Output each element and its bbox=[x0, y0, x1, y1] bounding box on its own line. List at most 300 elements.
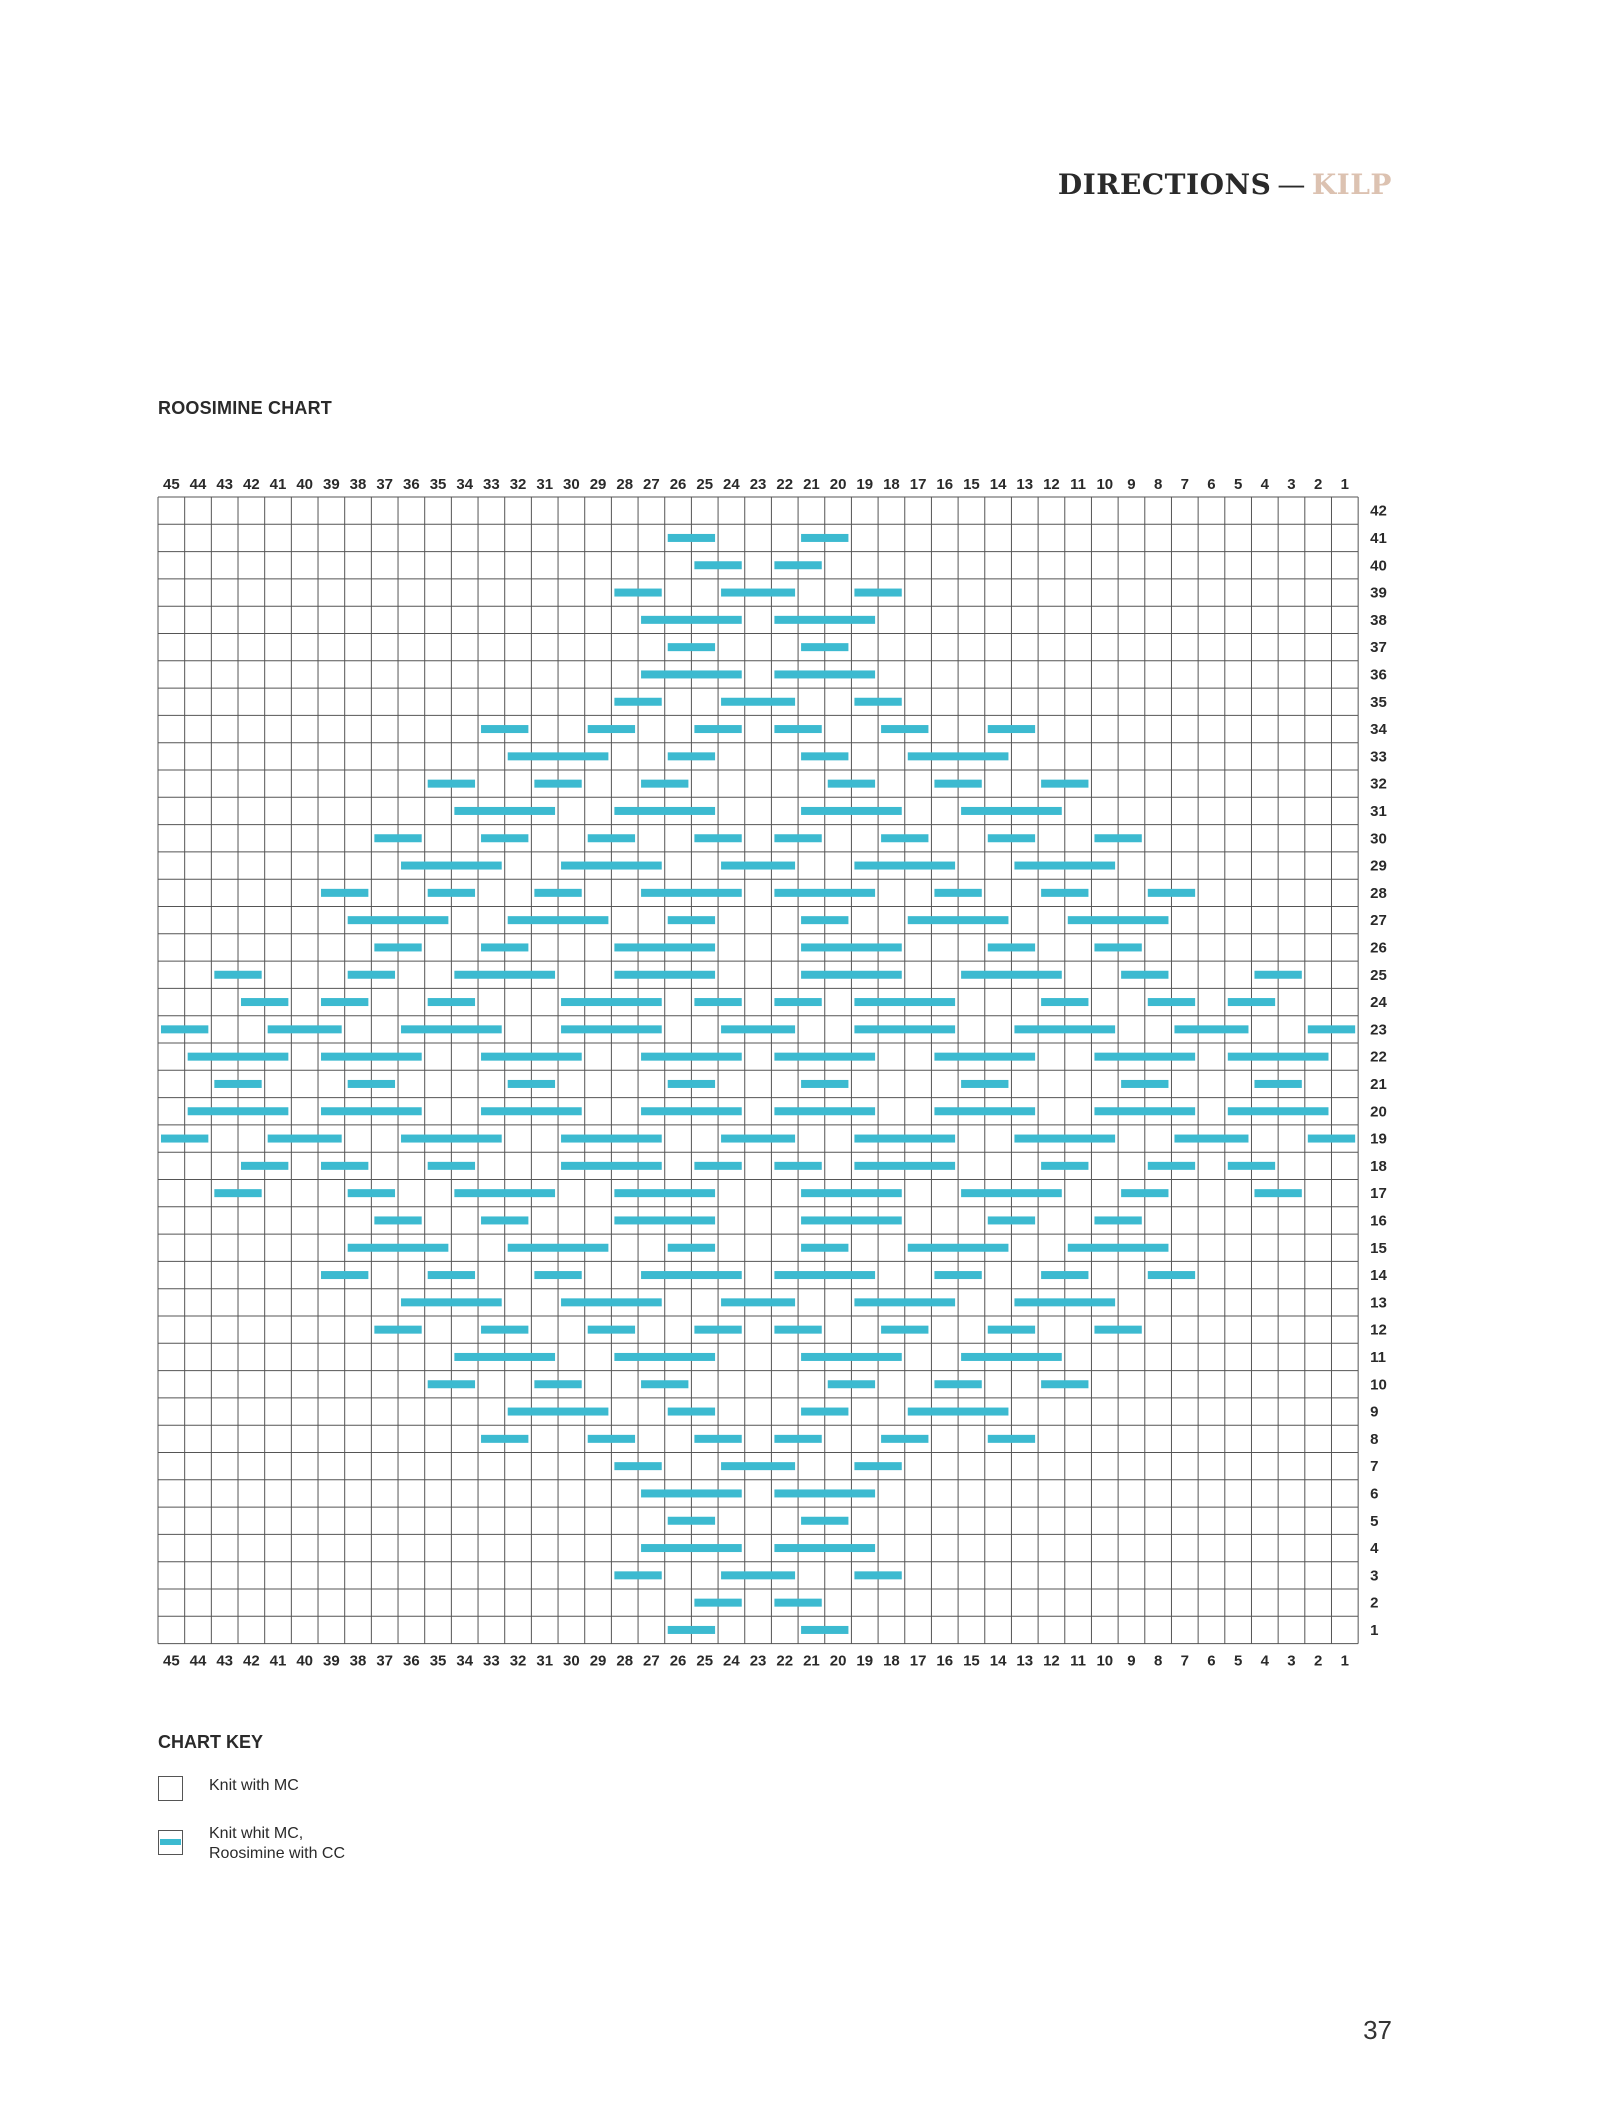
column-label-bottom: 43 bbox=[216, 1652, 234, 1670]
column-label-top: 41 bbox=[269, 476, 287, 493]
stitch-mark bbox=[428, 889, 475, 897]
row-label: 25 bbox=[1370, 966, 1387, 984]
stitch-mark bbox=[1014, 1298, 1115, 1306]
stitch-mark bbox=[854, 698, 901, 706]
stitch-mark bbox=[1148, 1162, 1195, 1170]
column-label-top: 24 bbox=[723, 476, 740, 493]
column-label-bottom: 27 bbox=[643, 1652, 660, 1670]
column-label-bottom: 1 bbox=[1340, 1652, 1349, 1670]
stitch-mark bbox=[374, 1216, 421, 1224]
row-label: 4 bbox=[1370, 1540, 1379, 1558]
column-label-top: 26 bbox=[669, 476, 687, 493]
column-label-top: 39 bbox=[323, 476, 340, 493]
stitch-mark bbox=[854, 1462, 901, 1470]
stitch-mark bbox=[641, 1380, 688, 1388]
column-label-top: 44 bbox=[189, 476, 207, 493]
column-label-top: 34 bbox=[456, 476, 474, 493]
section-subtitle: KILP bbox=[1311, 168, 1392, 201]
stitch-mark bbox=[694, 1599, 741, 1607]
column-label-top: 29 bbox=[589, 476, 607, 493]
stitch-mark bbox=[1148, 998, 1195, 1006]
stitch-mark bbox=[508, 1080, 555, 1088]
column-label-bottom: 33 bbox=[483, 1652, 500, 1670]
stitch-mark bbox=[721, 1462, 795, 1470]
stitch-mark bbox=[241, 1162, 288, 1170]
column-label-bottom: 42 bbox=[243, 1652, 260, 1670]
stitch-mark bbox=[801, 807, 902, 815]
column-label-bottom: 44 bbox=[189, 1652, 207, 1670]
stitch-mark bbox=[961, 807, 1062, 815]
column-label-top: 14 bbox=[989, 476, 1007, 493]
stitch-mark bbox=[694, 1162, 741, 1170]
stitch-mark bbox=[401, 1135, 502, 1143]
stitch-mark bbox=[508, 1244, 609, 1252]
column-label-top: 36 bbox=[403, 476, 420, 493]
column-label-bottom: 6 bbox=[1207, 1652, 1216, 1670]
stitch-mark bbox=[1121, 1080, 1168, 1088]
stitch-mark bbox=[614, 1216, 715, 1224]
stitch-mark bbox=[454, 971, 555, 979]
column-label-top: 31 bbox=[536, 476, 554, 493]
stitch-mark bbox=[214, 971, 261, 979]
stitch-mark bbox=[481, 1107, 582, 1115]
stitch-mark bbox=[1254, 971, 1301, 979]
stitch-mark bbox=[881, 1435, 928, 1443]
stitch-mark bbox=[641, 670, 742, 678]
stitch-mark bbox=[241, 998, 288, 1006]
column-label-bottom: 29 bbox=[589, 1652, 607, 1670]
column-label-bottom: 12 bbox=[1043, 1652, 1060, 1670]
stitch-mark bbox=[1094, 1053, 1195, 1061]
column-label-bottom: 9 bbox=[1127, 1652, 1136, 1670]
stitch-mark bbox=[801, 943, 902, 951]
stitch-mark bbox=[588, 834, 635, 842]
column-label-top: 13 bbox=[1016, 476, 1034, 493]
stitch-mark bbox=[1228, 1053, 1329, 1061]
stitch-mark bbox=[774, 998, 821, 1006]
stitch-mark bbox=[1068, 916, 1169, 924]
row-label: 33 bbox=[1370, 748, 1387, 766]
row-label: 39 bbox=[1370, 584, 1387, 602]
stitch-mark bbox=[1228, 1107, 1329, 1115]
stitch-mark bbox=[348, 1244, 449, 1252]
stitch-mark bbox=[561, 1135, 662, 1143]
stitch-mark bbox=[908, 916, 1009, 924]
row-label: 42 bbox=[1370, 502, 1387, 520]
row-label: 8 bbox=[1370, 1430, 1379, 1448]
stitch-mark bbox=[961, 1353, 1062, 1361]
stitch-mark bbox=[854, 589, 901, 597]
key-label-line: Roosimine with CC bbox=[209, 1845, 346, 1862]
stitch-mark bbox=[614, 807, 715, 815]
column-label-top: 21 bbox=[803, 476, 820, 493]
column-label-bottom: 4 bbox=[1260, 1652, 1269, 1670]
row-label: 15 bbox=[1370, 1239, 1387, 1257]
column-label-bottom: 17 bbox=[909, 1652, 927, 1670]
row-label: 13 bbox=[1370, 1294, 1387, 1312]
column-label-bottom: 11 bbox=[1070, 1652, 1087, 1670]
stitch-mark bbox=[721, 1025, 795, 1033]
column-label-top: 1 bbox=[1340, 476, 1349, 493]
stitch-mark bbox=[481, 1053, 582, 1061]
stitch-mark bbox=[854, 1025, 955, 1033]
stitch-mark bbox=[694, 998, 741, 1006]
row-label: 14 bbox=[1370, 1267, 1387, 1285]
stitch-mark bbox=[1041, 1162, 1088, 1170]
column-label-top: 4 bbox=[1260, 476, 1269, 493]
stitch-mark bbox=[534, 1271, 581, 1279]
column-label-top: 22 bbox=[776, 476, 794, 493]
stitch-mark bbox=[1041, 889, 1088, 897]
key-item-roosimine-cc bbox=[158, 1824, 345, 1864]
column-label-top: 17 bbox=[909, 476, 927, 493]
stitch-mark bbox=[1014, 1025, 1115, 1033]
row-label: 6 bbox=[1370, 1485, 1379, 1503]
stitch-mark bbox=[588, 1435, 635, 1443]
stitch-mark bbox=[828, 1380, 875, 1388]
column-label-bottom: 13 bbox=[1016, 1652, 1034, 1670]
key-label bbox=[209, 1824, 345, 1864]
row-label: 16 bbox=[1370, 1212, 1387, 1230]
stitch-mark bbox=[828, 780, 875, 788]
section-header bbox=[1058, 168, 1392, 201]
stitch-mark bbox=[1094, 1216, 1141, 1224]
stitch-mark bbox=[321, 1107, 422, 1115]
stitch-mark bbox=[854, 862, 955, 870]
stitch-mark bbox=[1041, 1380, 1088, 1388]
row-label: 38 bbox=[1370, 611, 1387, 629]
stitch-mark bbox=[774, 1599, 821, 1607]
stitch-mark bbox=[801, 971, 902, 979]
column-label-bottom: 23 bbox=[749, 1652, 767, 1670]
stitch-mark bbox=[614, 698, 661, 706]
row-label: 35 bbox=[1370, 693, 1387, 711]
column-label-top: 7 bbox=[1180, 476, 1189, 493]
stitch-mark bbox=[908, 1408, 1009, 1416]
stitch-mark bbox=[188, 1053, 289, 1061]
stitch-mark bbox=[1094, 943, 1141, 951]
stitch-mark bbox=[774, 1053, 875, 1061]
stitch-mark bbox=[614, 589, 661, 597]
stitch-mark bbox=[668, 752, 715, 760]
stitch-mark bbox=[588, 725, 635, 733]
column-label-top: 33 bbox=[483, 476, 500, 493]
stitch-mark bbox=[321, 1162, 368, 1170]
column-label-top: 42 bbox=[243, 476, 260, 493]
stitch-mark bbox=[668, 916, 715, 924]
stitch-mark bbox=[854, 1298, 955, 1306]
stitch-mark bbox=[348, 971, 395, 979]
row-label: 20 bbox=[1370, 1103, 1387, 1121]
stitch-mark bbox=[694, 725, 741, 733]
stitch-mark bbox=[348, 1080, 395, 1088]
row-label: 5 bbox=[1370, 1512, 1379, 1530]
stitch-mark bbox=[721, 589, 795, 597]
stitch-mark bbox=[641, 1489, 742, 1497]
row-label: 12 bbox=[1370, 1321, 1387, 1339]
stitch-mark bbox=[721, 1298, 795, 1306]
column-label-bottom: 31 bbox=[536, 1652, 554, 1670]
column-label-top: 18 bbox=[883, 476, 900, 493]
stitch-mark bbox=[774, 1107, 875, 1115]
stitch-mark bbox=[774, 1271, 875, 1279]
stitch-mark bbox=[694, 1326, 741, 1334]
column-label-top: 6 bbox=[1207, 476, 1216, 493]
row-label: 31 bbox=[1370, 802, 1387, 820]
stitch-mark bbox=[774, 1162, 821, 1170]
stitch-mark bbox=[801, 752, 848, 760]
stitch-mark bbox=[188, 1107, 289, 1115]
stitch-mark bbox=[934, 1380, 981, 1388]
column-label-bottom: 8 bbox=[1153, 1652, 1163, 1670]
stitch-mark bbox=[428, 780, 475, 788]
column-label-top: 30 bbox=[563, 476, 580, 493]
column-label-top: 8 bbox=[1153, 476, 1163, 493]
stitch-mark bbox=[268, 1025, 342, 1033]
column-label-bottom: 7 bbox=[1180, 1652, 1189, 1670]
stitch-mark bbox=[614, 1462, 661, 1470]
section-title: DIRECTIONS bbox=[1057, 168, 1272, 201]
row-label: 19 bbox=[1370, 1130, 1387, 1148]
stitch-mark bbox=[268, 1135, 342, 1143]
stitch-mark bbox=[1014, 862, 1115, 870]
row-label: 30 bbox=[1370, 830, 1387, 848]
stitch-mark bbox=[161, 1025, 208, 1033]
stitch-mark bbox=[641, 889, 742, 897]
column-label-bottom: 5 bbox=[1233, 1652, 1243, 1670]
stitch-mark bbox=[321, 1053, 422, 1061]
column-label-top: 5 bbox=[1233, 476, 1243, 493]
chart-key-title: CHART KEY bbox=[158, 1732, 264, 1752]
stitch-mark bbox=[934, 780, 981, 788]
column-label-bottom: 19 bbox=[856, 1652, 874, 1670]
column-label-bottom: 36 bbox=[403, 1652, 420, 1670]
stitch-mark bbox=[801, 1408, 848, 1416]
stitch-mark bbox=[721, 1571, 795, 1579]
row-label: 36 bbox=[1370, 666, 1387, 684]
stitch-mark bbox=[668, 534, 715, 542]
row-label: 40 bbox=[1370, 557, 1387, 575]
stitch-mark bbox=[1041, 998, 1088, 1006]
stitch-mark bbox=[668, 1408, 715, 1416]
stitch-mark bbox=[774, 834, 821, 842]
column-label-bottom: 39 bbox=[323, 1652, 340, 1670]
column-label-top: 40 bbox=[296, 476, 314, 493]
stitch-mark bbox=[961, 1080, 1008, 1088]
stitch-mark bbox=[481, 834, 528, 842]
stitch-mark bbox=[641, 1271, 742, 1279]
header-separator: — bbox=[1277, 168, 1306, 201]
stitch-mark bbox=[961, 1189, 1062, 1197]
column-label-bottom: 18 bbox=[883, 1652, 900, 1670]
stitch-mark bbox=[801, 1216, 902, 1224]
column-label-top: 35 bbox=[429, 476, 447, 493]
column-label-bottom: 22 bbox=[776, 1652, 794, 1670]
stitch-mark bbox=[721, 862, 795, 870]
stitch-mark bbox=[801, 1080, 848, 1088]
stitch-mark bbox=[774, 889, 875, 897]
stitch-mark bbox=[321, 998, 368, 1006]
stitch-mark bbox=[668, 1626, 715, 1634]
stitch-mark bbox=[1094, 834, 1141, 842]
stitch-mark bbox=[988, 725, 1035, 733]
stitch-mark bbox=[988, 943, 1035, 951]
stitch-mark bbox=[774, 1435, 821, 1443]
column-label-bottom: 14 bbox=[989, 1652, 1007, 1670]
stitch-mark bbox=[534, 1380, 581, 1388]
stitch-mark bbox=[401, 1298, 502, 1306]
stitch-mark bbox=[561, 1298, 662, 1306]
key-label-line: Knit whit MC, bbox=[209, 1825, 304, 1842]
row-label: 21 bbox=[1370, 1075, 1387, 1093]
stitch-mark bbox=[1308, 1025, 1355, 1033]
stitch-mark bbox=[534, 780, 581, 788]
row-label: 17 bbox=[1370, 1185, 1387, 1203]
column-label-bottom: 28 bbox=[616, 1652, 634, 1670]
stitch-mark bbox=[774, 1489, 875, 1497]
stitch-mark bbox=[694, 1435, 741, 1443]
stitch-mark bbox=[854, 1135, 955, 1143]
stitch-mark bbox=[428, 998, 475, 1006]
stitch-mark bbox=[801, 1626, 848, 1634]
column-label-top: 38 bbox=[349, 476, 367, 493]
column-label-bottom: 32 bbox=[509, 1652, 527, 1670]
stitch-mark bbox=[988, 834, 1035, 842]
stitch-mark bbox=[988, 1326, 1035, 1334]
row-label: 10 bbox=[1370, 1376, 1387, 1394]
stitch-mark bbox=[321, 889, 368, 897]
row-label: 1 bbox=[1370, 1621, 1379, 1639]
stitch-mark bbox=[614, 1571, 661, 1579]
column-label-bottom: 3 bbox=[1287, 1652, 1296, 1670]
stitch-mark bbox=[561, 1025, 662, 1033]
stitch-mark bbox=[801, 534, 848, 542]
column-label-top: 12 bbox=[1043, 476, 1060, 493]
stitch-mark bbox=[641, 1107, 742, 1115]
stitch-mark bbox=[934, 1271, 981, 1279]
column-label-top: 3 bbox=[1287, 476, 1296, 493]
row-label: 41 bbox=[1370, 529, 1387, 547]
stitch-mark bbox=[454, 1353, 555, 1361]
stitch-mark bbox=[1094, 1326, 1141, 1334]
stitch-mark bbox=[934, 1107, 1035, 1115]
stitch-mark bbox=[668, 643, 715, 651]
stitch-mark bbox=[454, 1189, 555, 1197]
stitch-mark bbox=[481, 943, 528, 951]
column-label-top: 28 bbox=[616, 476, 634, 493]
roosimine-chart bbox=[150, 462, 1420, 1687]
stitch-mark bbox=[1094, 1107, 1195, 1115]
stitch-mark bbox=[641, 1053, 742, 1061]
stitch-mark bbox=[428, 1380, 475, 1388]
row-label: 26 bbox=[1370, 939, 1387, 957]
stitch-mark bbox=[401, 1025, 502, 1033]
row-label: 11 bbox=[1370, 1348, 1387, 1366]
stitch-mark bbox=[1121, 1189, 1168, 1197]
stitch-mark bbox=[881, 725, 928, 733]
stitch-mark bbox=[214, 1189, 261, 1197]
stitch-mark bbox=[454, 807, 555, 815]
column-label-bottom: 34 bbox=[456, 1652, 474, 1670]
stitch-mark bbox=[774, 725, 821, 733]
chart-grid bbox=[150, 462, 1420, 1687]
stitch-mark bbox=[801, 1189, 902, 1197]
stitch-mark bbox=[934, 1053, 1035, 1061]
stitch-mark bbox=[641, 1544, 742, 1552]
column-label-top: 25 bbox=[696, 476, 714, 493]
stitch-mark bbox=[374, 834, 421, 842]
stitch-mark bbox=[1254, 1080, 1301, 1088]
stitch-mark bbox=[214, 1080, 261, 1088]
stitch-mark bbox=[1228, 998, 1275, 1006]
stitch-mark bbox=[774, 1544, 875, 1552]
column-label-top: 32 bbox=[509, 476, 527, 493]
row-label: 22 bbox=[1370, 1048, 1387, 1066]
stitch-mark bbox=[508, 752, 609, 760]
stitch-mark bbox=[668, 1517, 715, 1525]
stitch-mark bbox=[1174, 1025, 1248, 1033]
key-item-knit-mc bbox=[158, 1776, 299, 1801]
stitch-mark bbox=[428, 1162, 475, 1170]
column-label-bottom: 45 bbox=[162, 1652, 180, 1670]
column-label-top: 37 bbox=[376, 476, 394, 493]
stitch-cell-swatch bbox=[158, 1830, 183, 1855]
stitch-mark bbox=[481, 1326, 528, 1334]
column-label-top: 43 bbox=[216, 476, 234, 493]
stitch-mark bbox=[614, 971, 715, 979]
stitch-mark bbox=[508, 1408, 609, 1416]
stitch-mark bbox=[481, 725, 528, 733]
stitch-mark bbox=[321, 1271, 368, 1279]
row-label: 23 bbox=[1370, 1021, 1387, 1039]
stitch-mark bbox=[374, 1326, 421, 1334]
column-label-top: 2 bbox=[1313, 476, 1323, 493]
row-label: 28 bbox=[1370, 884, 1387, 902]
stitch-mark bbox=[908, 1244, 1009, 1252]
stitch-mark bbox=[1148, 889, 1195, 897]
stitch-mark bbox=[160, 1839, 181, 1845]
stitch-mark bbox=[854, 1162, 955, 1170]
stitch-mark bbox=[1228, 1162, 1275, 1170]
stitch-mark bbox=[694, 834, 741, 842]
stitch-mark bbox=[668, 1080, 715, 1088]
column-label-bottom: 25 bbox=[696, 1652, 714, 1670]
stitch-mark bbox=[721, 1135, 795, 1143]
stitch-mark bbox=[1148, 1271, 1195, 1279]
column-label-top: 11 bbox=[1070, 476, 1087, 493]
column-label-top: 10 bbox=[1096, 476, 1114, 493]
column-label-bottom: 41 bbox=[269, 1652, 287, 1670]
key-label bbox=[209, 1776, 299, 1796]
stitch-mark bbox=[801, 1353, 902, 1361]
stitch-mark bbox=[348, 916, 449, 924]
column-label-top: 23 bbox=[749, 476, 767, 493]
stitch-mark bbox=[1308, 1135, 1355, 1143]
stitch-mark bbox=[481, 1435, 528, 1443]
column-label-top: 15 bbox=[963, 476, 980, 493]
empty-cell-swatch bbox=[158, 1776, 183, 1801]
stitch-mark bbox=[1121, 971, 1168, 979]
stitch-mark bbox=[1041, 780, 1088, 788]
column-label-bottom: 20 bbox=[829, 1652, 847, 1670]
column-label-bottom: 2 bbox=[1313, 1652, 1323, 1670]
key-label-line: Knit with MC bbox=[209, 1777, 299, 1794]
column-label-bottom: 37 bbox=[376, 1652, 394, 1670]
stitch-mark bbox=[988, 1216, 1035, 1224]
stitch-mark bbox=[401, 862, 502, 870]
stitch-mark bbox=[774, 1326, 821, 1334]
row-label: 37 bbox=[1370, 639, 1387, 657]
